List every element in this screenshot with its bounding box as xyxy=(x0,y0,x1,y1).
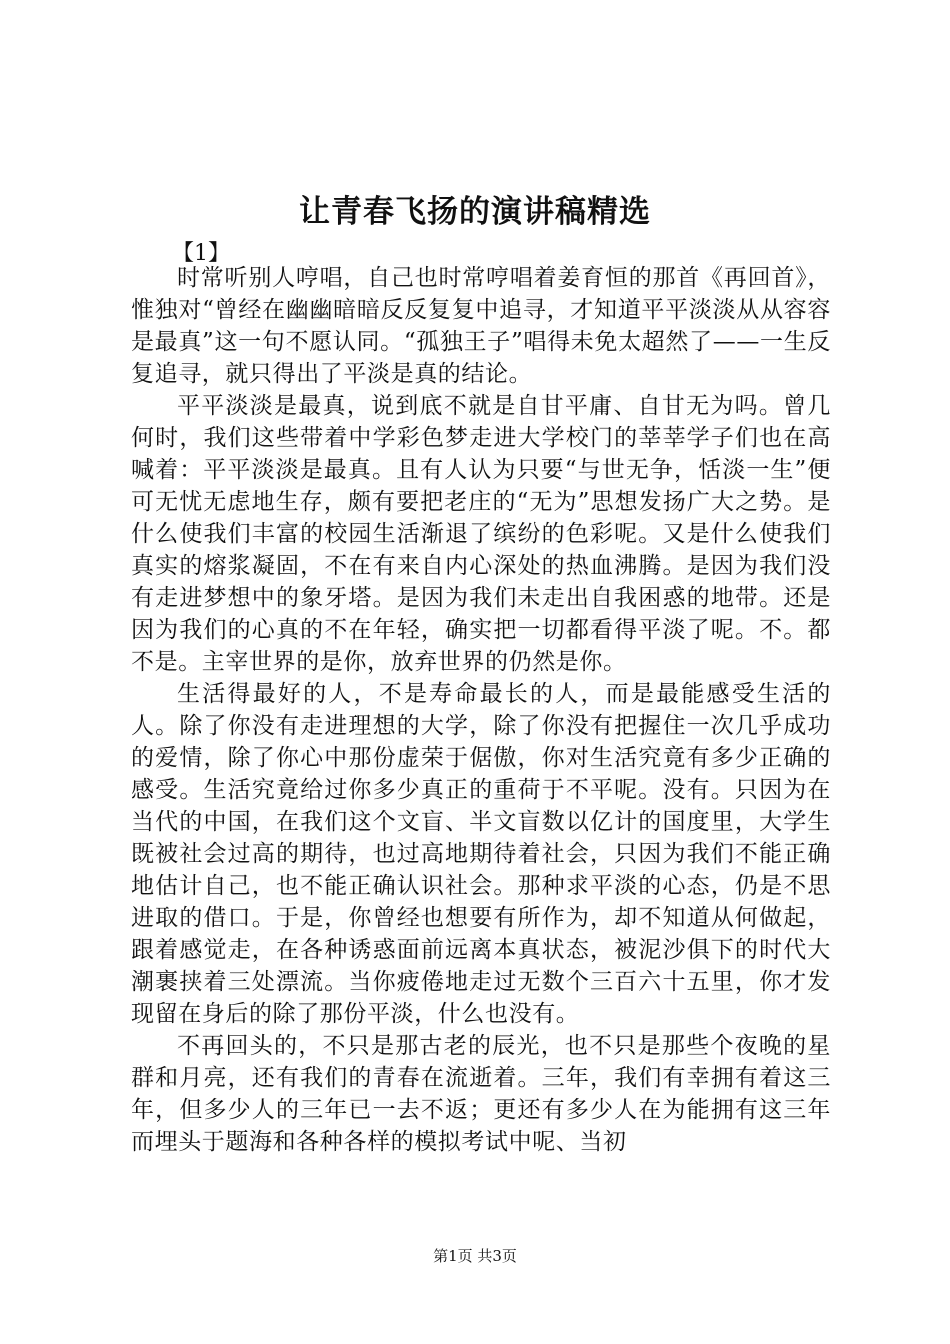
paragraph-2: 平平淡淡是最真，说到底不就是自甘平庸、自甘无为吗。曾几何时，我们这些带着中学彩色梦走进大学校门的莘莘学子们也在高喊着：平平淡淡是最真。且有人认为只要“与世无争，恬淡一生”便可无忧无虑地生存，颇有要把老庄的“无为”思想发扬广大之势。是什么使我们丰富的校园生活渐退了缤纷的色彩呢。又是什么使我们真实的熔浆凝固，不在有来自内心深处的热血沸腾。是因为我们没有走进梦想中的象牙塔。是因为我们未走出自我困惑的地带。还是因为我们的心真的不在年轻，确实把一切都看得平淡了呢。不。都不是。主宰世界的是你，放弃世界的仍然是你。 xyxy=(131,393,831,675)
paragraph-1: 时常听别人哼唱，自己也时常哼唱着姜育恒的那首《再回首》，惟独对“曾经在幽幽暗暗反反复复中追寻，才知道平平淡淡从从容容是最真”这一句不愿认同。“孤独王子”唱得未免太超然了——一生反复追寻，就只得出了平淡是真的结论。 xyxy=(131,265,831,387)
page-footer: 第1页 共3页 xyxy=(433,1247,517,1265)
section-marker: 【1】 xyxy=(172,241,230,266)
document-title: 让青春飞扬的演讲稿精选 xyxy=(299,194,651,230)
paragraph-4: 不再回头的，不只是那古老的辰光，也不只是那些个夜晚的星群和月亮，还有我们的青春在流逝着。三年，我们有幸拥有着这三年，但多少人的三年已一去不返；更还有多少人在为能拥有这三年而埋头于题海和各种各样的模拟考试中呢、当初 xyxy=(131,1033,831,1155)
document-body xyxy=(131,262,831,1158)
paragraph-3: 生活得最好的人，不是寿命最长的人，而是最能感受生活的人。除了你没有走进理想的大学，除了你没有把握住一次几乎成功的爱情，除了你心中那份虚荣于倨傲，你对生活究竟有多少正确的感受。生活究竟给过你多少真正的重荷于不平呢。没有。只因为在当代的中国，在我们这个文盲、半文盲数以亿计的国度里，大学生既被社会过高的期待，也过高地期待着社会，只因为我们不能正确地估计自己，也不能正确认识社会。那种求平淡的心态，仍是不思进取的借口。于是，你曾经也想要有所作为，却不知道从何做起，跟着感觉走，在各种诱惑面前远离本真状态，被泥沙俱下的时代大潮裹挟着三处漂流。当你疲倦地走过无数个三百六十五里，你才发现留在身后的除了那份平淡，什么也没有。 xyxy=(131,681,831,1027)
